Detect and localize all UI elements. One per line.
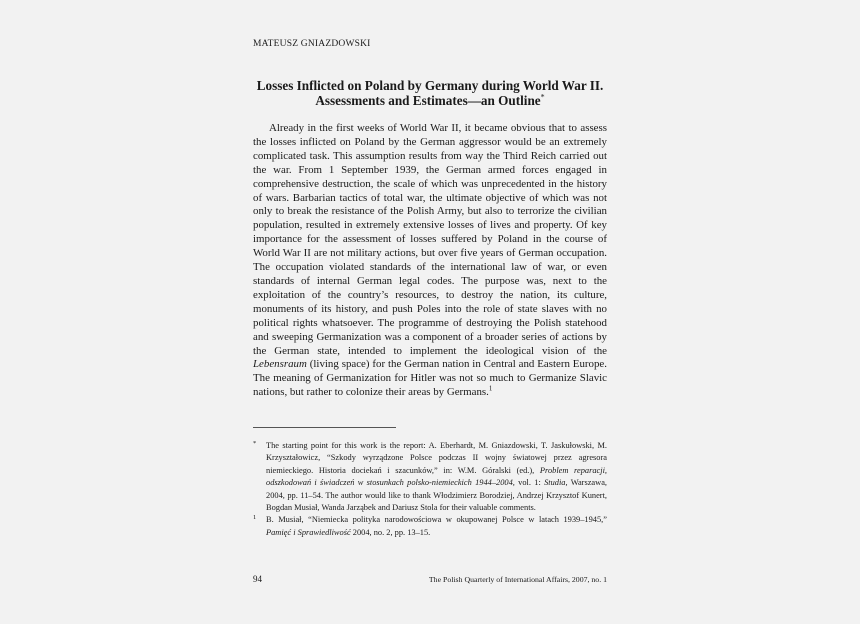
footnote-text: Warszawa, 2004, pp. 11–54. The author would like to thank Włodzimierz Borodziej, Andrzej Krzysztof Kunert, Bogdan Musiał, Wanda Jarząbek and Dariusz Stola for their valuable comments.: [266, 478, 608, 513]
footnote-mark: *: [253, 440, 257, 447]
footnote-1: [253, 514, 607, 539]
title-line-2: [240, 93, 620, 108]
footnote-text: The starting point for this work is the report: A. Eberhardt, M. Gniazdowski, T. Jaskułowski, M. Krzyształowicz, “Szkody wyrządzone Polsce podczas II wojny światowej przez agresora niemieckiego. Historia dociekań i szacunków,” in: W.M. Góralski (ed.),: [266, 441, 607, 475]
title-footnote-marker: *: [540, 92, 545, 102]
body-paragraph: [253, 122, 607, 400]
paragraph-text: Already in the first weeks of World War II, it became obvious that to assess the losses inflicted on Poland by the German aggressor would be an extremely complicated task. This assumption results from way the Third Reich carried out the war. From 1 September 1939, the German armed forces engaged in comprehensive destruction, the scale of which was unprecedented in the history of wars. Barbarian tactics of total war, the ultimate objective of which was not only to break the resistance of the Polish Army, but also to terrorize the civilian population, resulted in extremely extensive losses of lives and property. Of key importance for the assessment of losses suffered by Poland in the course of World War II are not military actions, but over five years of German occupation. The occupation violated standards of the international law of war, or even standards of internal German legal codes. The purpose was, next to the exploitation of the country’s resources, to destroy the nation, its culture, monuments of its history, and push Poles into the role of state slaves with no political rights whatsoever. The programme of destroying the Polish statehood and sweeping Germanization was a component of a broader series of actions by the German state, intended to implement the ideological vision of the: [253, 122, 607, 357]
footnote-star: [253, 440, 607, 514]
footnotes: [253, 440, 607, 539]
footnote-journal-title: Pamięć i Sprawiedliwość: [266, 527, 351, 537]
journal-footer: The Polish Quarterly of International Affairs, 2007, no. 1: [428, 575, 607, 584]
title-line-1: Losses Inflicted on Poland by Germany during World War II.: [256, 78, 604, 93]
article-title: [240, 78, 620, 108]
footnote-text: vol. 1:: [518, 478, 541, 488]
footnote-mark: 1: [253, 514, 257, 522]
running-head: MATEUSZ GNIAZDOWSKI: [253, 39, 371, 49]
paragraph-text-rest: (living space) for the German nation in Central and Eastern Europe. The meaning of Germanization for Hitler was not so much to Germanize Slavic nations, but rather to colonize their areas by Germans.: [253, 358, 607, 399]
lebensraum-term: Lebensraum: [253, 358, 307, 371]
footnote-text: B. Musiał, “Niemiecka polityka narodowościowa w okupowanej Polsce w latach 1939–1945,”: [266, 515, 607, 525]
footnote-divider: [253, 427, 396, 428]
title-line-2-text: Assessments and Estimates—an Outline: [315, 93, 541, 108]
footnote-book-title: Problem reparacji, odszkodowań i świadczeń w stosunkach polsko-niemieckich 1944–2004,: [266, 465, 608, 488]
footnote-reference-1: 1: [488, 384, 493, 393]
footnote-text: 2004, no. 2, pp. 13–15.: [352, 527, 431, 537]
footnote-series-title: Studia,: [544, 478, 568, 488]
page-number: 94: [253, 574, 262, 584]
